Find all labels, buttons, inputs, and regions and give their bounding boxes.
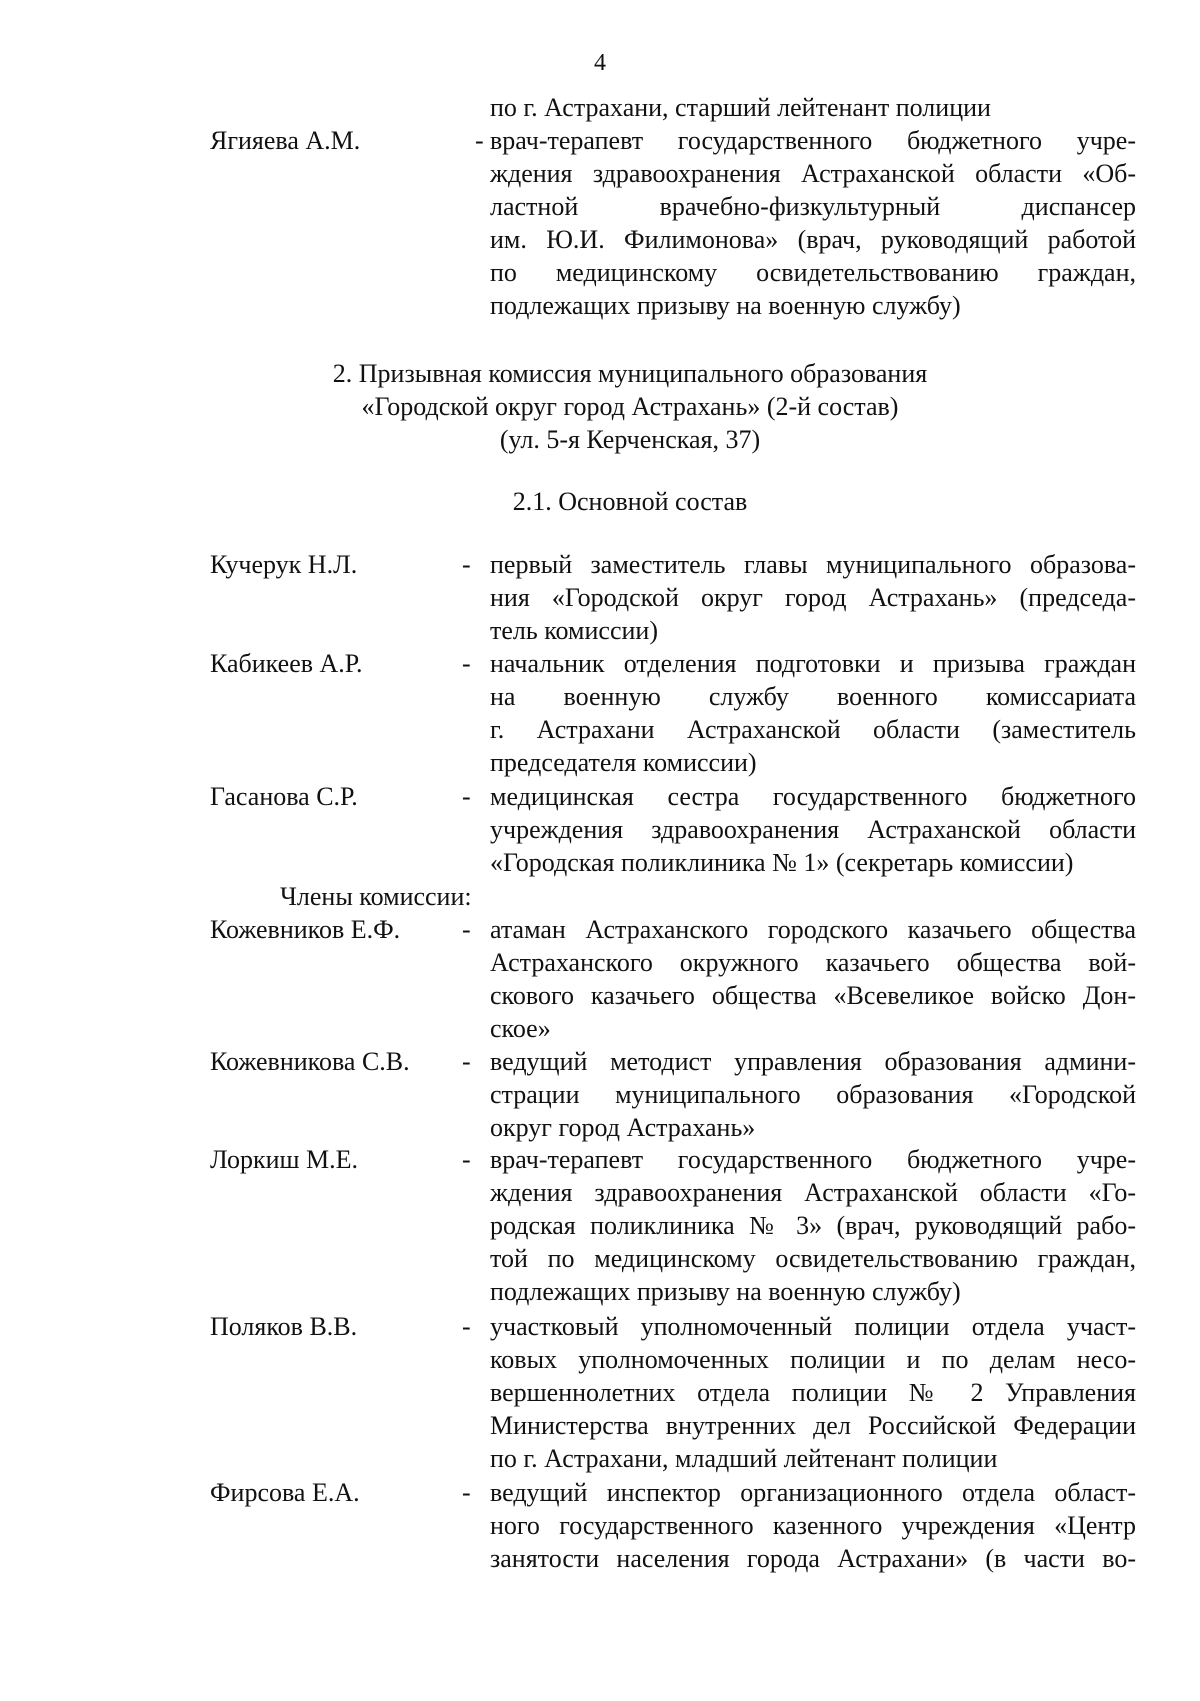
- text-line: им. Ю.И. Филимонова» (врач, руководящий работой: [490, 225, 1136, 254]
- text-line: родская поликлиника № 3» (врач, руководящий рабо-: [490, 1211, 1136, 1240]
- person-description: [490, 647, 1136, 779]
- text-line: подлежащих призыву на военную службу): [490, 1277, 961, 1306]
- heading-line: 2. Призывная комиссия муниципального образования: [332, 359, 928, 388]
- person-description: [490, 1310, 1136, 1475]
- dash-separator: -: [462, 1478, 471, 1507]
- text-line: врач-терапевт государственного бюджетного учре-: [490, 126, 1136, 155]
- text-line: той по медицинскому освидетельствованию граждан,: [490, 1244, 1136, 1273]
- text-line: Астраханского окружного казачьего общества вой-: [490, 948, 1136, 977]
- section-heading: [0, 357, 1200, 456]
- text-line: г. Астрахани Астраханской области (заместитель: [490, 715, 1136, 744]
- person-description: [490, 1045, 1136, 1144]
- text-line: ждения здравоохранения Астраханской области «Го-: [490, 1178, 1136, 1207]
- text-line: «Городская поликлиника № 1» (секретарь комиссии): [490, 848, 1074, 877]
- text-line: страции муниципального образования «Городской: [490, 1080, 1136, 1109]
- text-line: ковых уполномоченных полиции и по делам несо-: [490, 1345, 1136, 1374]
- text-line: на военную службу военного комиссариата: [490, 682, 1136, 711]
- dash-separator: -: [462, 1312, 471, 1341]
- person-description: [490, 124, 1136, 322]
- person-name: Фирсова Е.А.: [210, 1478, 360, 1507]
- person-description: [490, 780, 1136, 879]
- text-line: подлежащих призыву на военную службу): [490, 291, 961, 320]
- text-line: первый заместитель главы муниципального образова-: [490, 550, 1136, 579]
- text-line: по г. Астрахани, младший лейтенант полиции: [490, 1444, 998, 1473]
- text-line: по г. Астрахани, старший лейтенант полиции: [490, 93, 991, 122]
- dash-separator: -: [462, 649, 471, 678]
- person-name: Поляков В.В.: [210, 1312, 358, 1341]
- text-line: участковый уполномоченный полиции отдела участ-: [490, 1312, 1136, 1341]
- person-name: Ягияева А.М.: [210, 126, 361, 155]
- text-line: тель комиссии): [490, 616, 658, 645]
- dash-separator: -: [462, 782, 471, 811]
- members-label: Члены комиссии:: [280, 882, 472, 911]
- person-name: Гасанова С.Р.: [210, 782, 358, 811]
- dash-separator: -: [475, 126, 484, 155]
- dash-separator: -: [462, 550, 471, 579]
- text-line: врач-терапевт государственного бюджетного учре-: [490, 1145, 1136, 1174]
- text-line: по медицинскому освидетельствованию граждан,: [490, 258, 1136, 287]
- text-line: ждения здравоохранения Астраханской области «Об-: [490, 159, 1136, 188]
- text-line: скового казачьего общества «Всевеликое войско Дон-: [490, 981, 1136, 1010]
- text-line: вершеннолетних отдела полиции № 2 Управления: [490, 1378, 1136, 1407]
- page-number: 4: [594, 50, 606, 76]
- text-line: ния «Городской округ город Астрахань» (председа-: [490, 583, 1136, 612]
- person-name: Кожевникова С.В.: [210, 1047, 410, 1076]
- person-description: [490, 1476, 1136, 1575]
- text-line: начальник отделения подготовки и призыва граждан: [490, 649, 1136, 678]
- continuation-text: [490, 91, 1136, 124]
- text-line: ного государственного казенного учреждения «Центр: [490, 1511, 1136, 1540]
- dash-separator: -: [462, 1047, 471, 1076]
- subsection-heading: 2.1. Основной состав: [512, 487, 748, 516]
- text-line: ведущий инспектор организационного отдела област-: [490, 1478, 1136, 1507]
- text-line: Министерства внутренних дел Российской Федерации: [490, 1411, 1136, 1440]
- text-line: учреждения здравоохранения Астраханской области: [490, 815, 1136, 844]
- person-description: [490, 1143, 1136, 1308]
- text-line: ское»: [490, 1014, 551, 1043]
- person-description: [490, 548, 1136, 647]
- dash-separator: -: [462, 915, 471, 944]
- text-line: ластной врачебно-физкультурный диспансер: [490, 192, 1136, 221]
- person-name: Кабикеев А.Р.: [210, 649, 363, 678]
- text-line: округ город Астрахань»: [490, 1113, 756, 1142]
- person-name: Кожевников Е.Ф.: [210, 915, 401, 944]
- text-line: председателя комиссии): [490, 748, 757, 777]
- text-line: атаман Астраханского городского казачьего общества: [490, 915, 1136, 944]
- heading-line: (ул. 5-я Керченская, 37): [499, 425, 761, 454]
- dash-separator: -: [462, 1145, 471, 1174]
- person-name: Лоркиш М.Е.: [210, 1145, 359, 1174]
- text-line: ведущий методист управления образования админи-: [490, 1047, 1136, 1076]
- person-description: [490, 913, 1136, 1045]
- heading-line: «Городской округ город Астрахань» (2-й состав): [361, 392, 899, 421]
- text-line: медицинская сестра государственного бюджетного: [490, 782, 1136, 811]
- text-line: занятости населения города Астрахани» (в части во-: [490, 1544, 1136, 1573]
- person-name: Кучерук Н.Л.: [210, 550, 358, 579]
